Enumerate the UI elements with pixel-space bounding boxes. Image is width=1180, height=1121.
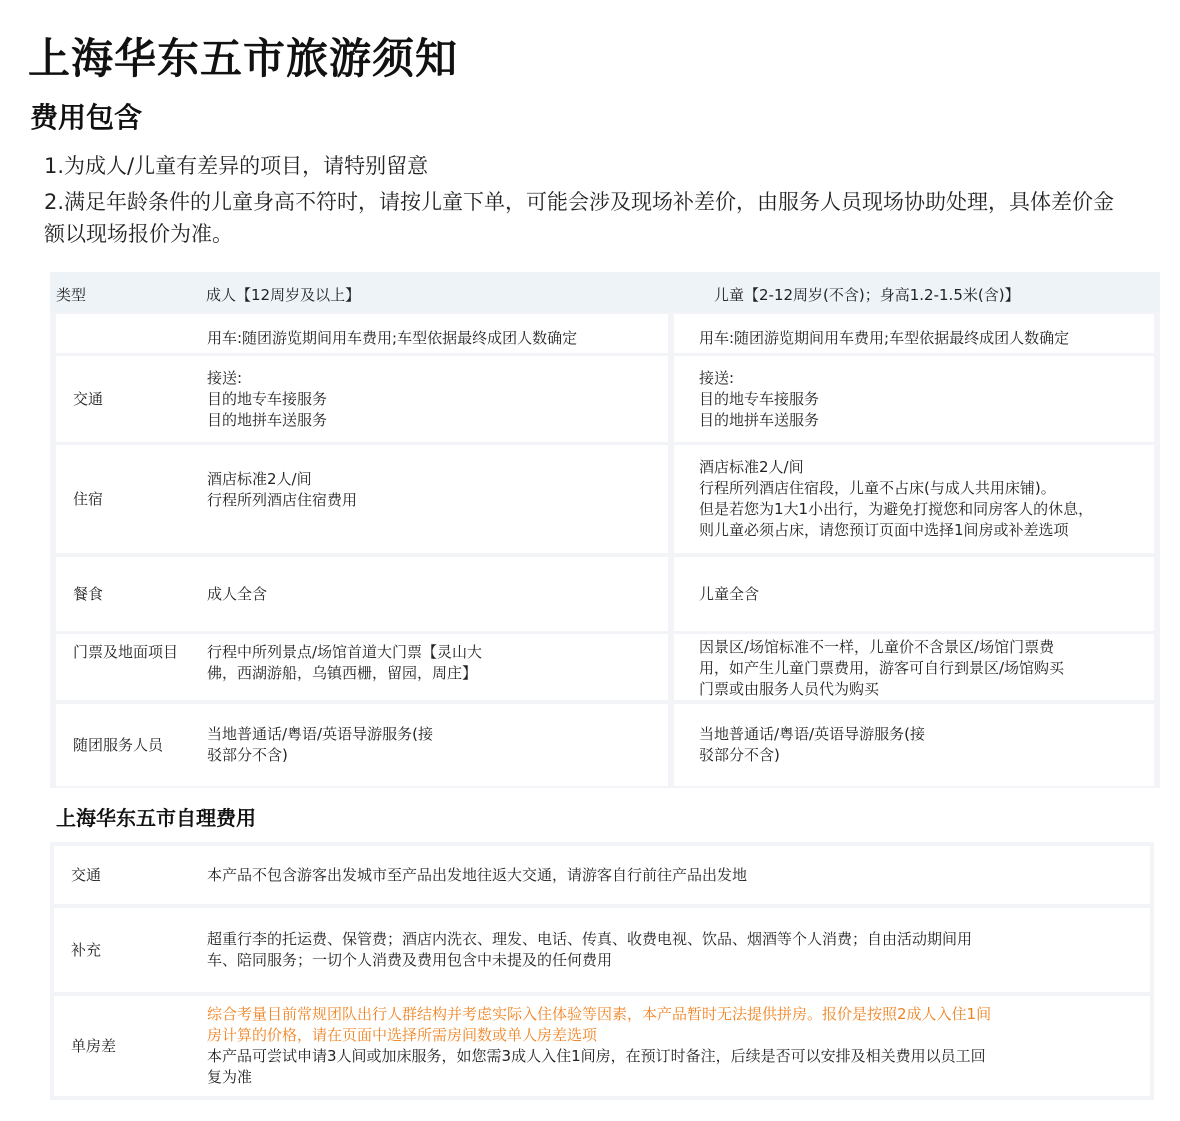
row-label: 单房差 (54, 996, 182, 1096)
child-cell (674, 445, 1154, 553)
self-pay-title: 上海华东五市自理费用 (56, 806, 256, 830)
adult-cell (182, 634, 668, 700)
section-title: 费用包含 (30, 101, 143, 134)
adult-cell (182, 704, 668, 786)
header-adult: 成人【12周岁及以上】 (206, 286, 361, 304)
child-cell (674, 634, 1154, 700)
note-2: 2.满足年龄条件的儿童身高不符时，请按儿童下单，可能会涉及现场补差价，由服务人员现场协助处理，具体差价金额以现场报价为准。 (44, 190, 1115, 246)
row-content (182, 908, 1150, 992)
cell-line: 复为准 (207, 1068, 253, 1086)
adult-cell (182, 314, 668, 353)
cell-line: 用车:随团游览期间用车费用;车型依据最终成团人数确定 (699, 329, 1070, 347)
cell-line: 目的地拼车送服务 (207, 410, 328, 429)
row-label: 门票及地面项目 (56, 634, 182, 700)
cell-line: 因景区/场馆标准不一样，儿童价不含景区/场馆门票费 (699, 638, 1055, 656)
cell-line: 但是若您为1大1小出行，为避免打搅您和同房客人的休息， (699, 500, 1094, 518)
table-header (50, 272, 1160, 312)
row-label: 交通 (54, 846, 182, 904)
cell-line: 目的地专车接服务 (207, 389, 328, 408)
cell-line: 接送: (699, 368, 735, 387)
cell-line: 酒店标准2人/间 (207, 470, 312, 488)
notes (44, 150, 1124, 254)
cell-line: 车、陪同服务；一切个人消费及费用包含中未提及的任何费用 (207, 951, 613, 969)
cell-line: 本产品不包含游客出发城市至产品出发地往返大交通，请游客自行前往产品出发地 (207, 865, 748, 884)
cell-line: 成人全含 (207, 584, 268, 603)
cell-line: 目的地专车接服务 (699, 389, 820, 408)
cell-line: 驳部分不含) (207, 746, 288, 764)
row-content (182, 996, 1150, 1096)
row-label (56, 314, 188, 353)
highlight-line: 房计算的价格，请在页面中选择所需房间数或单人房差选项 (207, 1026, 598, 1044)
cell-line: 儿童全含 (699, 584, 760, 603)
cell-line: 接送: (207, 368, 243, 387)
adult-cell (182, 356, 668, 442)
cell-line: 行程中所列景点/场馆首道大门票【灵山大 (207, 643, 483, 661)
fee-included-table (50, 272, 1160, 788)
adult-cell (182, 445, 668, 553)
cell-line: 门票或由服务人员代为购买 (699, 680, 880, 698)
row-label: 补充 (54, 908, 182, 992)
cell-line: 本产品可尝试申请3人间或加床服务，如您需3成人入住1间房，在预订时备注，后续是否可以安排及相关费用以员工回 (207, 1047, 986, 1065)
cell-line: 目的地拼车送服务 (699, 410, 820, 429)
cell-line: 则儿童必须占床，请您预订页面中选择1间房或补差选项 (699, 521, 1069, 539)
cell-line: 驳部分不含) (699, 746, 780, 764)
child-cell (674, 314, 1154, 353)
child-cell (674, 557, 1154, 631)
header-child: 儿童【2-12周岁(不含)；身高1.2-1.5米(含)】 (714, 286, 1020, 304)
row-content (182, 846, 1150, 904)
cell-line: 用，如产生儿童门票费用，游客可自行到景区/场馆购买 (699, 659, 1065, 677)
cell-line: 佛，西湖游船，乌镇西栅，留园，周庄】 (207, 664, 478, 682)
row-label: 住宿 (56, 445, 182, 553)
cell-line: 当地普通话/粤语/英语导游服务(接 (699, 725, 925, 743)
row-label: 随团服务人员 (56, 704, 182, 786)
row-label: 餐食 (56, 557, 182, 631)
note-1: 1.为成人/儿童有差异的项目，请特别留意 (44, 154, 429, 178)
cell-line: 酒店标准2人/间 (699, 458, 804, 476)
cell-line: 行程所列酒店住宿费用 (207, 491, 358, 509)
child-cell (674, 356, 1154, 442)
cell-line: 行程所列酒店住宿段，儿童不占床(与成人共用床铺)。 (699, 479, 1056, 497)
cell-line: 当地普通话/粤语/英语导游服务(接 (207, 725, 433, 743)
highlight-line: 综合考量目前常规团队出行人群结构并考虑实际入住体验等因素，本产品暂时无法提供拼房。报价是按照2成人入住1间 (207, 1005, 992, 1023)
cell-line: 超重行李的托运费、保管费；酒店内洗衣、理发、电话、传真、收费电视、饮品、烟酒等个人消费；自由活动期间用 (207, 930, 973, 948)
adult-cell (182, 557, 668, 631)
row-label: 交通 (56, 356, 182, 442)
header-type: 类型 (56, 286, 87, 304)
page-title: 上海华东五市旅游须知 (28, 34, 459, 83)
child-cell (674, 704, 1154, 786)
cell-line: 用车:随团游览期间用车费用;车型依据最终成团人数确定 (207, 329, 578, 347)
self-pay-table (50, 842, 1154, 1100)
